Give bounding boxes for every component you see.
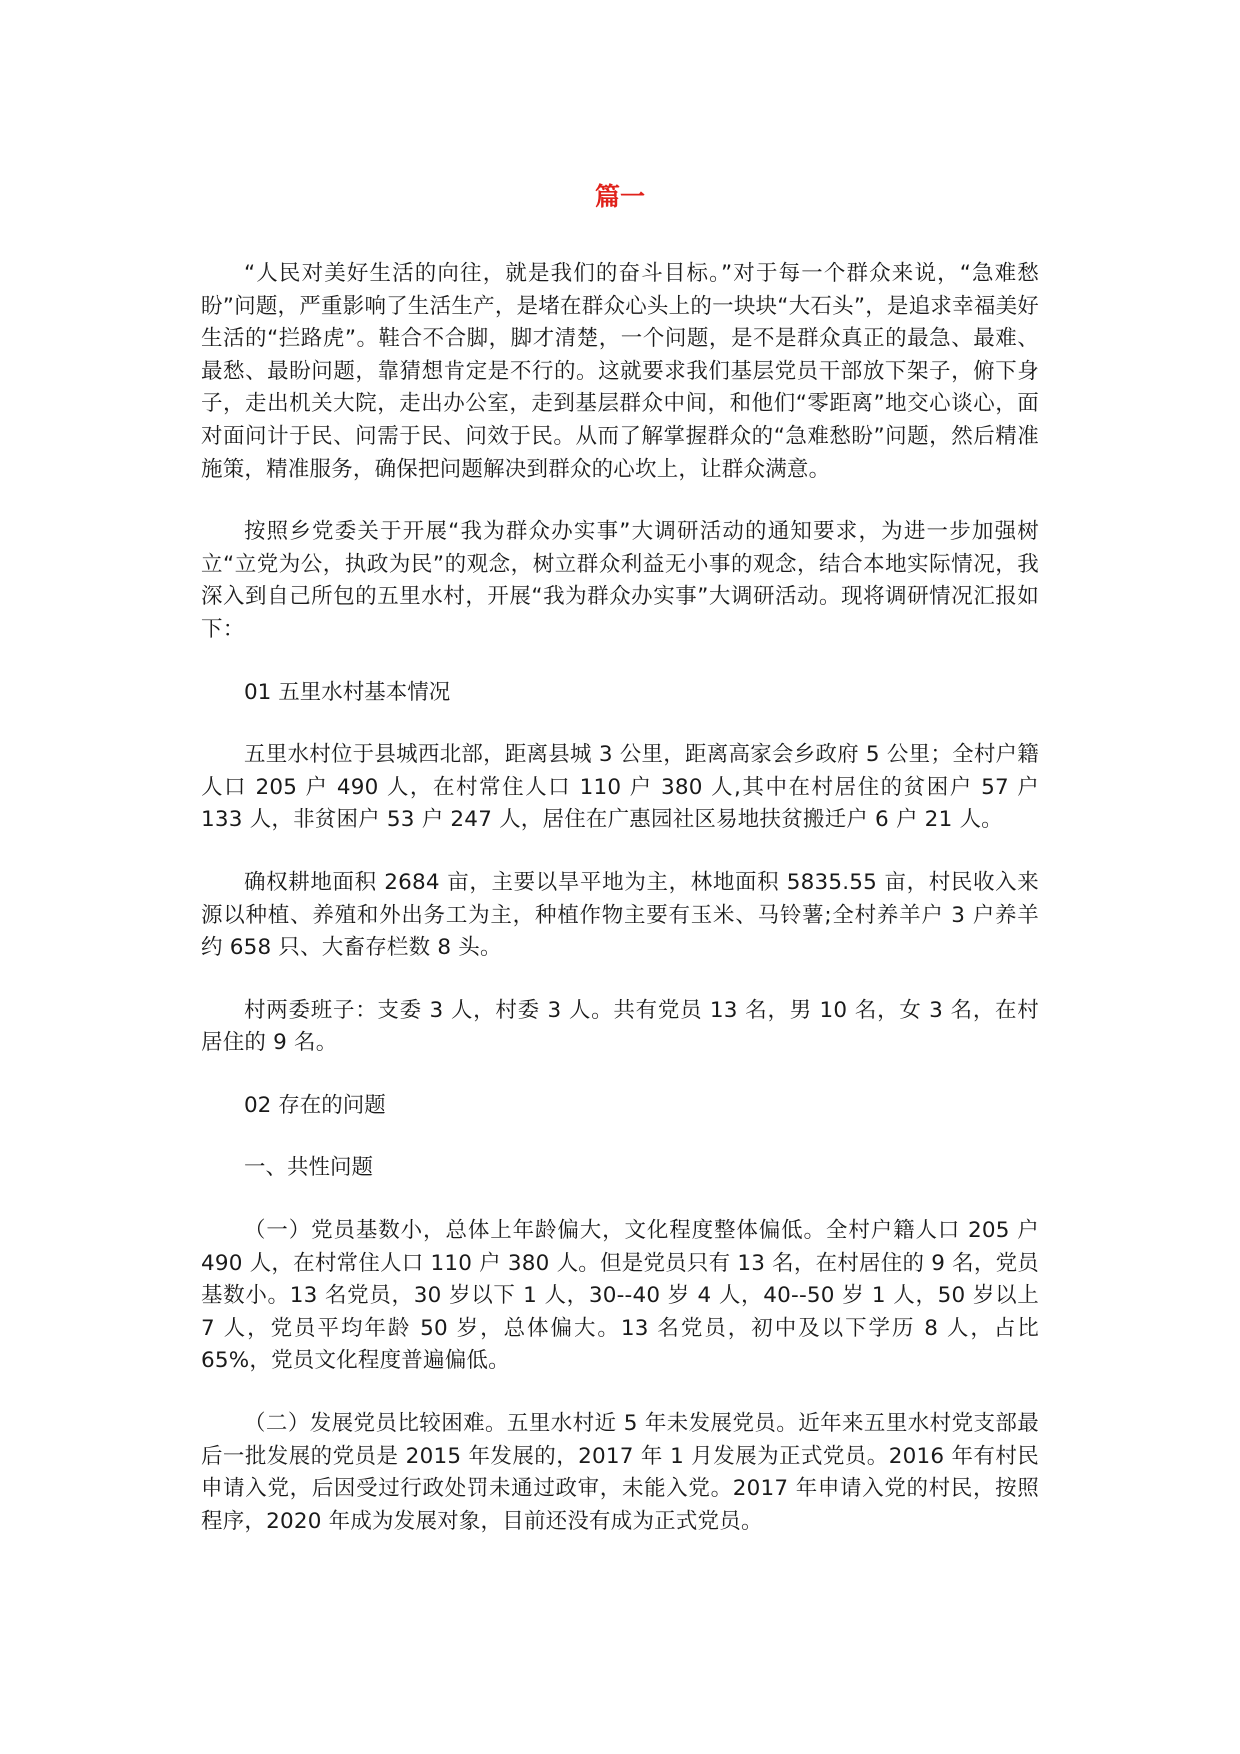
paragraph-intro: “人民对美好生活的向往，就是我们的奋斗目标。”对于每一个群众来说，“急难愁盼”问题，严重影响了生活生产，是堵在群众心头上的一块块“大石头”，是追求幸福美好生活的“拦路虎”。鞋合不合脚，脚才清楚，一个问题，是不是群众真正的最急、最难、最愁、最盼问题，靠猜想肯定是不行的。这就要求我们基层党员干部放下架子，俯下身子，走出机关大院，走出办公室，走到基层群众中间，和他们“零距离”地交心谈心，面对面问计于民、问需于民、问效于民。从而了解掌握群众的“急难愁盼”问题，然后精准施策，精准服务，确保把问题解决到群众的心坎上，让群众满意。 xyxy=(201,261,1039,482)
section-heading-basic-info: 01 五里水村基本情况 xyxy=(244,679,451,705)
paragraph-committee: 村两委班子：支委 3 人，村委 3 人。共有党员 13 名，男 10 名，女 3 名，在村居住的 9 名。 xyxy=(201,997,1039,1056)
paragraph-location-population: 五里水村位于县城西北部，距离县城 3 公里，距离高家会乡政府 5 公里；全村户籍人口 205 户 490 人，在村常住人口 110 户 380 人,其中在村居住的贫困户 57 户 133 人，非贫困户 53 户 247 人，居住在广惠园社区易地扶贫搬迁户 6 户 21 人。 xyxy=(201,742,1039,833)
paragraph-purpose: 按照乡党委关于开展“我为群众办实事”大调研活动的通知要求，为进一步加强树立“立党为公，执政为民”的观念，树立群众利益无小事的观念，结合本地实际情况，我深入到自己所包的五里水村，开展“我为群众办实事”大调研活动。现将调研情况汇报如下： xyxy=(201,519,1039,642)
document-title: 篇一 xyxy=(594,182,645,211)
paragraph-problem-two: （二）发展党员比较困难。五里水村近 5 年未发展党员。近年来五里水村党支部最后一批发展的党员是 2015 年发展的，2017 年 1 月发展为正式党员。2016 年有村民申请入党，后因受过行政处罚未通过政审，未能入党。2017 年申请入党的村民，按照程序，2020 年成为发展对象，目前还没有成为正式党员。 xyxy=(201,1411,1039,1534)
section-heading-problems: 02 存在的问题 xyxy=(244,1092,386,1118)
document-body xyxy=(201,258,1039,1568)
subsection-heading-common-problems: 一、共性问题 xyxy=(244,1155,374,1181)
paragraph-land-income: 确权耕地面积 2684 亩，主要以旱平地为主，林地面积 5835.55 亩，村民收入来源以种植、养殖和外出务工为主，种植作物主要有玉米、马铃薯;全村养羊户 3 户养羊约 658 只、大畜存栏数 8 头。 xyxy=(201,869,1039,961)
paragraph-problem-one: （一）党员基数小，总体上年龄偏大，文化程度整体偏低。全村户籍人口 205 户 490 人，在村常住人口 110 户 380 人。但是党员只有 13 名，在村居住的 9 名，党员基数小。13 名党员，30 岁以下 1 人，30--40 岁 4 人，40--50 岁 1 人，50 岁以上 7 人，党员平均年龄 50 岁，总体偏大。13 名党员，初中及以下学历 8 人，占比 65%，党员文化程度普遍偏低。 xyxy=(201,1218,1039,1374)
